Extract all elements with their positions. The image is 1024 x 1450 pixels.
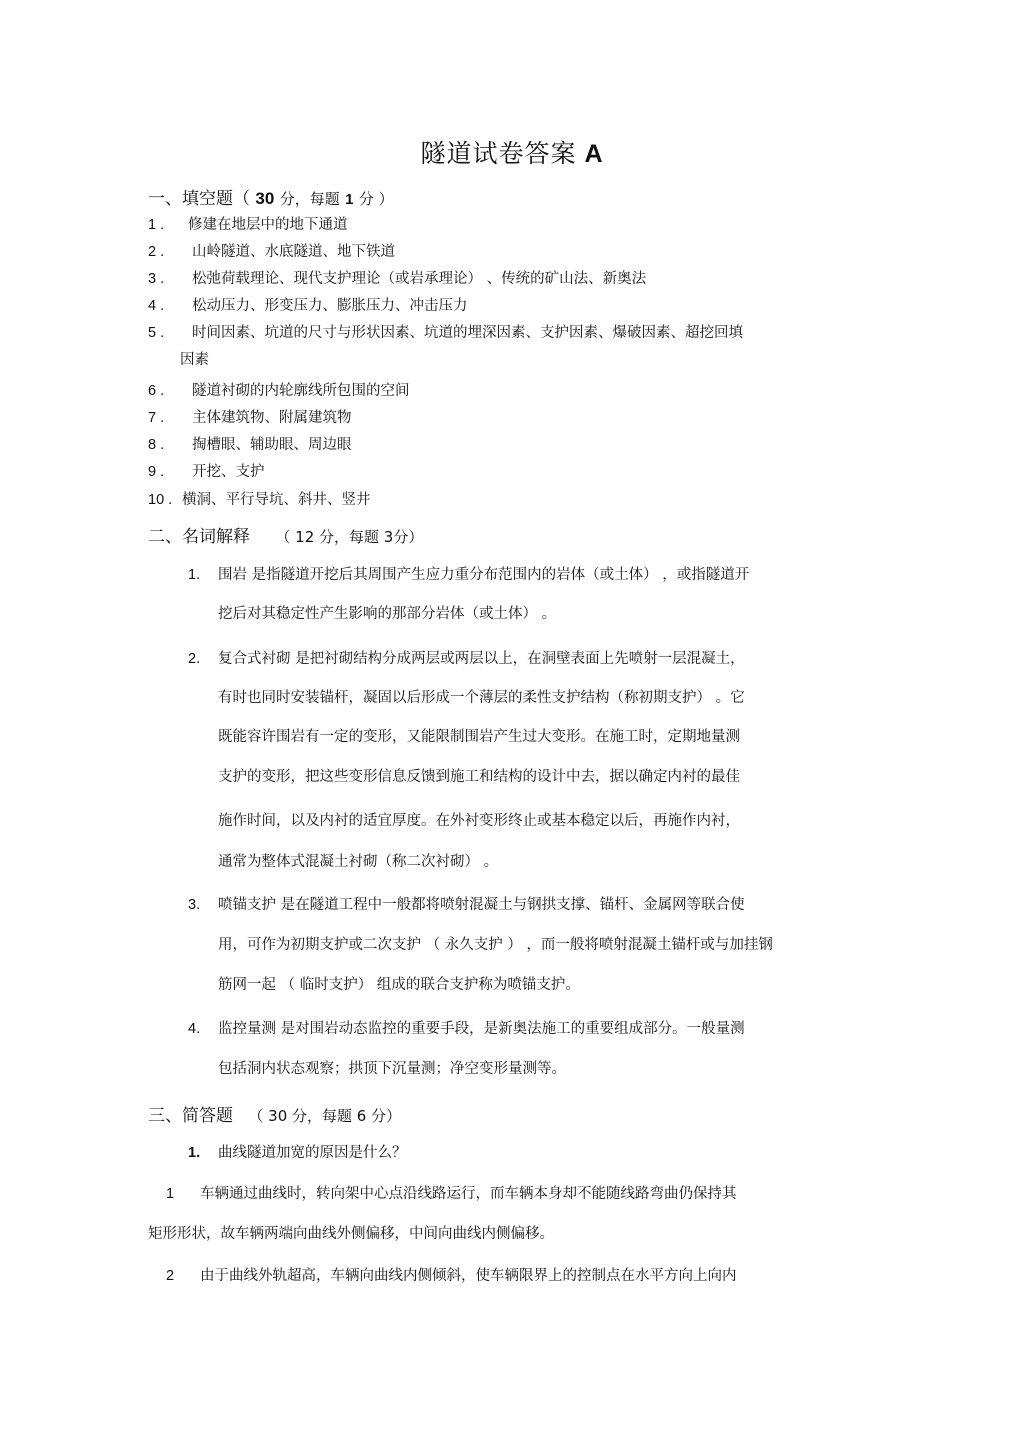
section-1-mid: 分，每题 bbox=[279, 190, 340, 208]
section-1-heading-text: 一、填空题（ bbox=[148, 189, 250, 209]
section-3-score: （ 30 分，每题 6 分） bbox=[248, 1107, 402, 1125]
question-1: 1. 曲线隧道加宽的原因是什么？ bbox=[188, 1145, 407, 1161]
term-4-line-1: 4. 监控量测 是对围岩动态监控的重要手段，是新奥法施工的重要组成部分。一般量测 bbox=[188, 1021, 745, 1037]
document-title bbox=[0, 134, 1024, 170]
term-4-line-2: 包括洞内状态观察；拱顶下沉量测；净空变形量测等。 bbox=[218, 1061, 566, 1077]
fill-item-3: 3 . 松弛荷载理论、现代支护理论（或岩承理论） 、传统的矿山法、新奥法 bbox=[148, 271, 647, 287]
section-2-heading-text: 二、名词解释 bbox=[148, 527, 250, 547]
section-1-tail: 分 ） bbox=[358, 190, 394, 208]
term-2-line-5: 施作时间，以及内衬的适宜厚度。在外衬变形终止或基本稳定以后，再施作内衬， bbox=[218, 813, 740, 829]
term-1-line-1: 1. 围岩 是指隧道开挖后其周围产生应力重分布范围内的岩体（或土体） ，或指隧道开 bbox=[188, 567, 750, 583]
section-1-heading bbox=[148, 184, 394, 209]
term-2-line-4: 支护的变形，把这些变形信息反馈到施工和结构的设计中去，据以确定内衬的最佳 bbox=[218, 769, 740, 785]
fill-item-7: 7 . 主体建筑物、附属建筑物 bbox=[148, 410, 352, 426]
fill-item-2: 2 . 山岭隧道、水底隧道、地下铁道 bbox=[148, 244, 395, 260]
fill-item-1: 1 . 修建在地层中的地下通道 bbox=[148, 217, 348, 233]
term-2-line-6: 通常为整体式混凝土衬砌（称二次衬砌） 。 bbox=[218, 854, 499, 870]
fill-item-5-cont: 因素 bbox=[180, 352, 209, 368]
answer-1-line-2: 矩形形状，故车辆两端向曲线外侧偏移，中间向曲线内侧偏移。 bbox=[148, 1226, 554, 1242]
section-2-score: （ 12 分，每题 3分） bbox=[275, 528, 424, 546]
term-3-line-1: 3. 喷锚支护 是在隧道工程中一般都将喷射混凝土与钢拱支撑、锚杆、金属网等联合使 bbox=[188, 897, 745, 913]
term-3-line-2: 用，可作为初期支护或二次支护 （ 永久支护 ） ，而一般将喷射混凝土锚杆或与加挂钢 bbox=[218, 937, 773, 953]
fill-item-6: 6 . 隧道衬砌的内轮廓线所包围的空间 bbox=[148, 383, 410, 399]
fill-item-8: 8 . 掏槽眼、辅助眼、周边眼 bbox=[148, 437, 352, 453]
term-2-line-2: 有时也同时安装锚杆，凝固以后形成一个薄层的柔性支护结构（称初期支护） 。它 bbox=[218, 690, 745, 706]
fill-item-10: 10 . 横洞、平行导坑、斜井、竖井 bbox=[148, 492, 371, 508]
title-text: 隧道试卷答案 bbox=[420, 139, 577, 168]
section-3-heading-text: 三、简答题 bbox=[148, 1106, 233, 1126]
fill-item-9: 9 . 开挖、支护 bbox=[148, 464, 265, 480]
title-letter: A bbox=[584, 140, 604, 168]
fill-item-5: 5 . 时间因素、坑道的尺寸与形状因素、坑道的埋深因素、支护因素、爆破因素、超挖回填 bbox=[148, 325, 743, 341]
answer-1-line-1: 1 车辆通过曲线时，转向架中心点沿线路运行，而车辆本身却不能随线路弯曲仍保持其 bbox=[166, 1186, 737, 1202]
term-2-line-3: 既能容许围岩有一定的变形，又能限制围岩产生过大变形。在施工时，定期地量测 bbox=[218, 729, 740, 745]
section-2-heading bbox=[148, 522, 423, 547]
section-1-score: 30 bbox=[255, 189, 275, 208]
fill-item-4: 4 . 松动压力、形变压力、膨胀压力、冲击压力 bbox=[148, 298, 468, 314]
section-3-heading bbox=[148, 1101, 401, 1126]
term-3-line-3: 筋网一起 （ 临时支护） 组成的联合支护称为喷锚支护。 bbox=[218, 977, 580, 993]
term-1-line-2: 挖后对其稳定性产生影响的那部分岩体（或土体） 。 bbox=[218, 606, 557, 622]
term-2-line-1: 2. 复合式衬砌 是把衬砌结构分成两层或两层以上，在洞壁表面上先喷射一层混凝土， bbox=[188, 651, 745, 667]
answer-2-line-1: 2 由于曲线外轨超高，车辆向曲线内侧倾斜，使车辆限界上的控制点在水平方向上向内 bbox=[166, 1268, 737, 1284]
section-1-per: 1 bbox=[345, 191, 354, 208]
